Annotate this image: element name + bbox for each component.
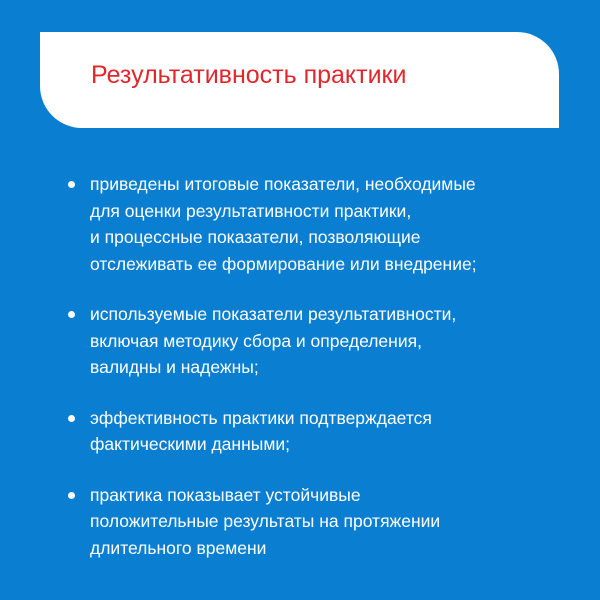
list-item-text	[90, 482, 568, 562]
text-line: приведены итоговые показатели, необходимые	[90, 174, 476, 194]
list-item	[68, 301, 568, 381]
bullet-icon	[68, 311, 75, 318]
bullet-icon	[68, 492, 75, 499]
page-title: Результативность практики	[91, 61, 407, 89]
list-item-text	[90, 301, 568, 381]
list-item-text	[90, 405, 568, 458]
text-line: включая методику сбора и определения,	[90, 330, 422, 351]
text-line: для оценки результативности практики,	[90, 200, 412, 221]
list-item	[68, 482, 568, 562]
text-line: валидны и надежны;	[90, 357, 259, 377]
list-item	[68, 171, 568, 277]
text-line: фактическими данными;	[90, 434, 290, 454]
text-line: длительного времени	[90, 537, 267, 558]
criteria-list	[68, 171, 568, 585]
text-line: положительные результаты на протяжении	[90, 511, 441, 531]
text-line: используемые показатели результативности,	[90, 304, 457, 324]
list-item	[68, 405, 568, 458]
title-card	[40, 32, 559, 128]
text-line: практика показывает устойчивые	[90, 484, 361, 505]
text-line: и процессные показатели, позволяющие	[90, 227, 421, 247]
list-item-text	[90, 171, 568, 277]
text-line: эффективность практики подтверждается	[90, 407, 432, 428]
bullet-icon	[68, 181, 75, 188]
text-line: отслеживать ее формирование или внедрение;	[90, 253, 477, 274]
bullet-icon	[68, 415, 75, 422]
